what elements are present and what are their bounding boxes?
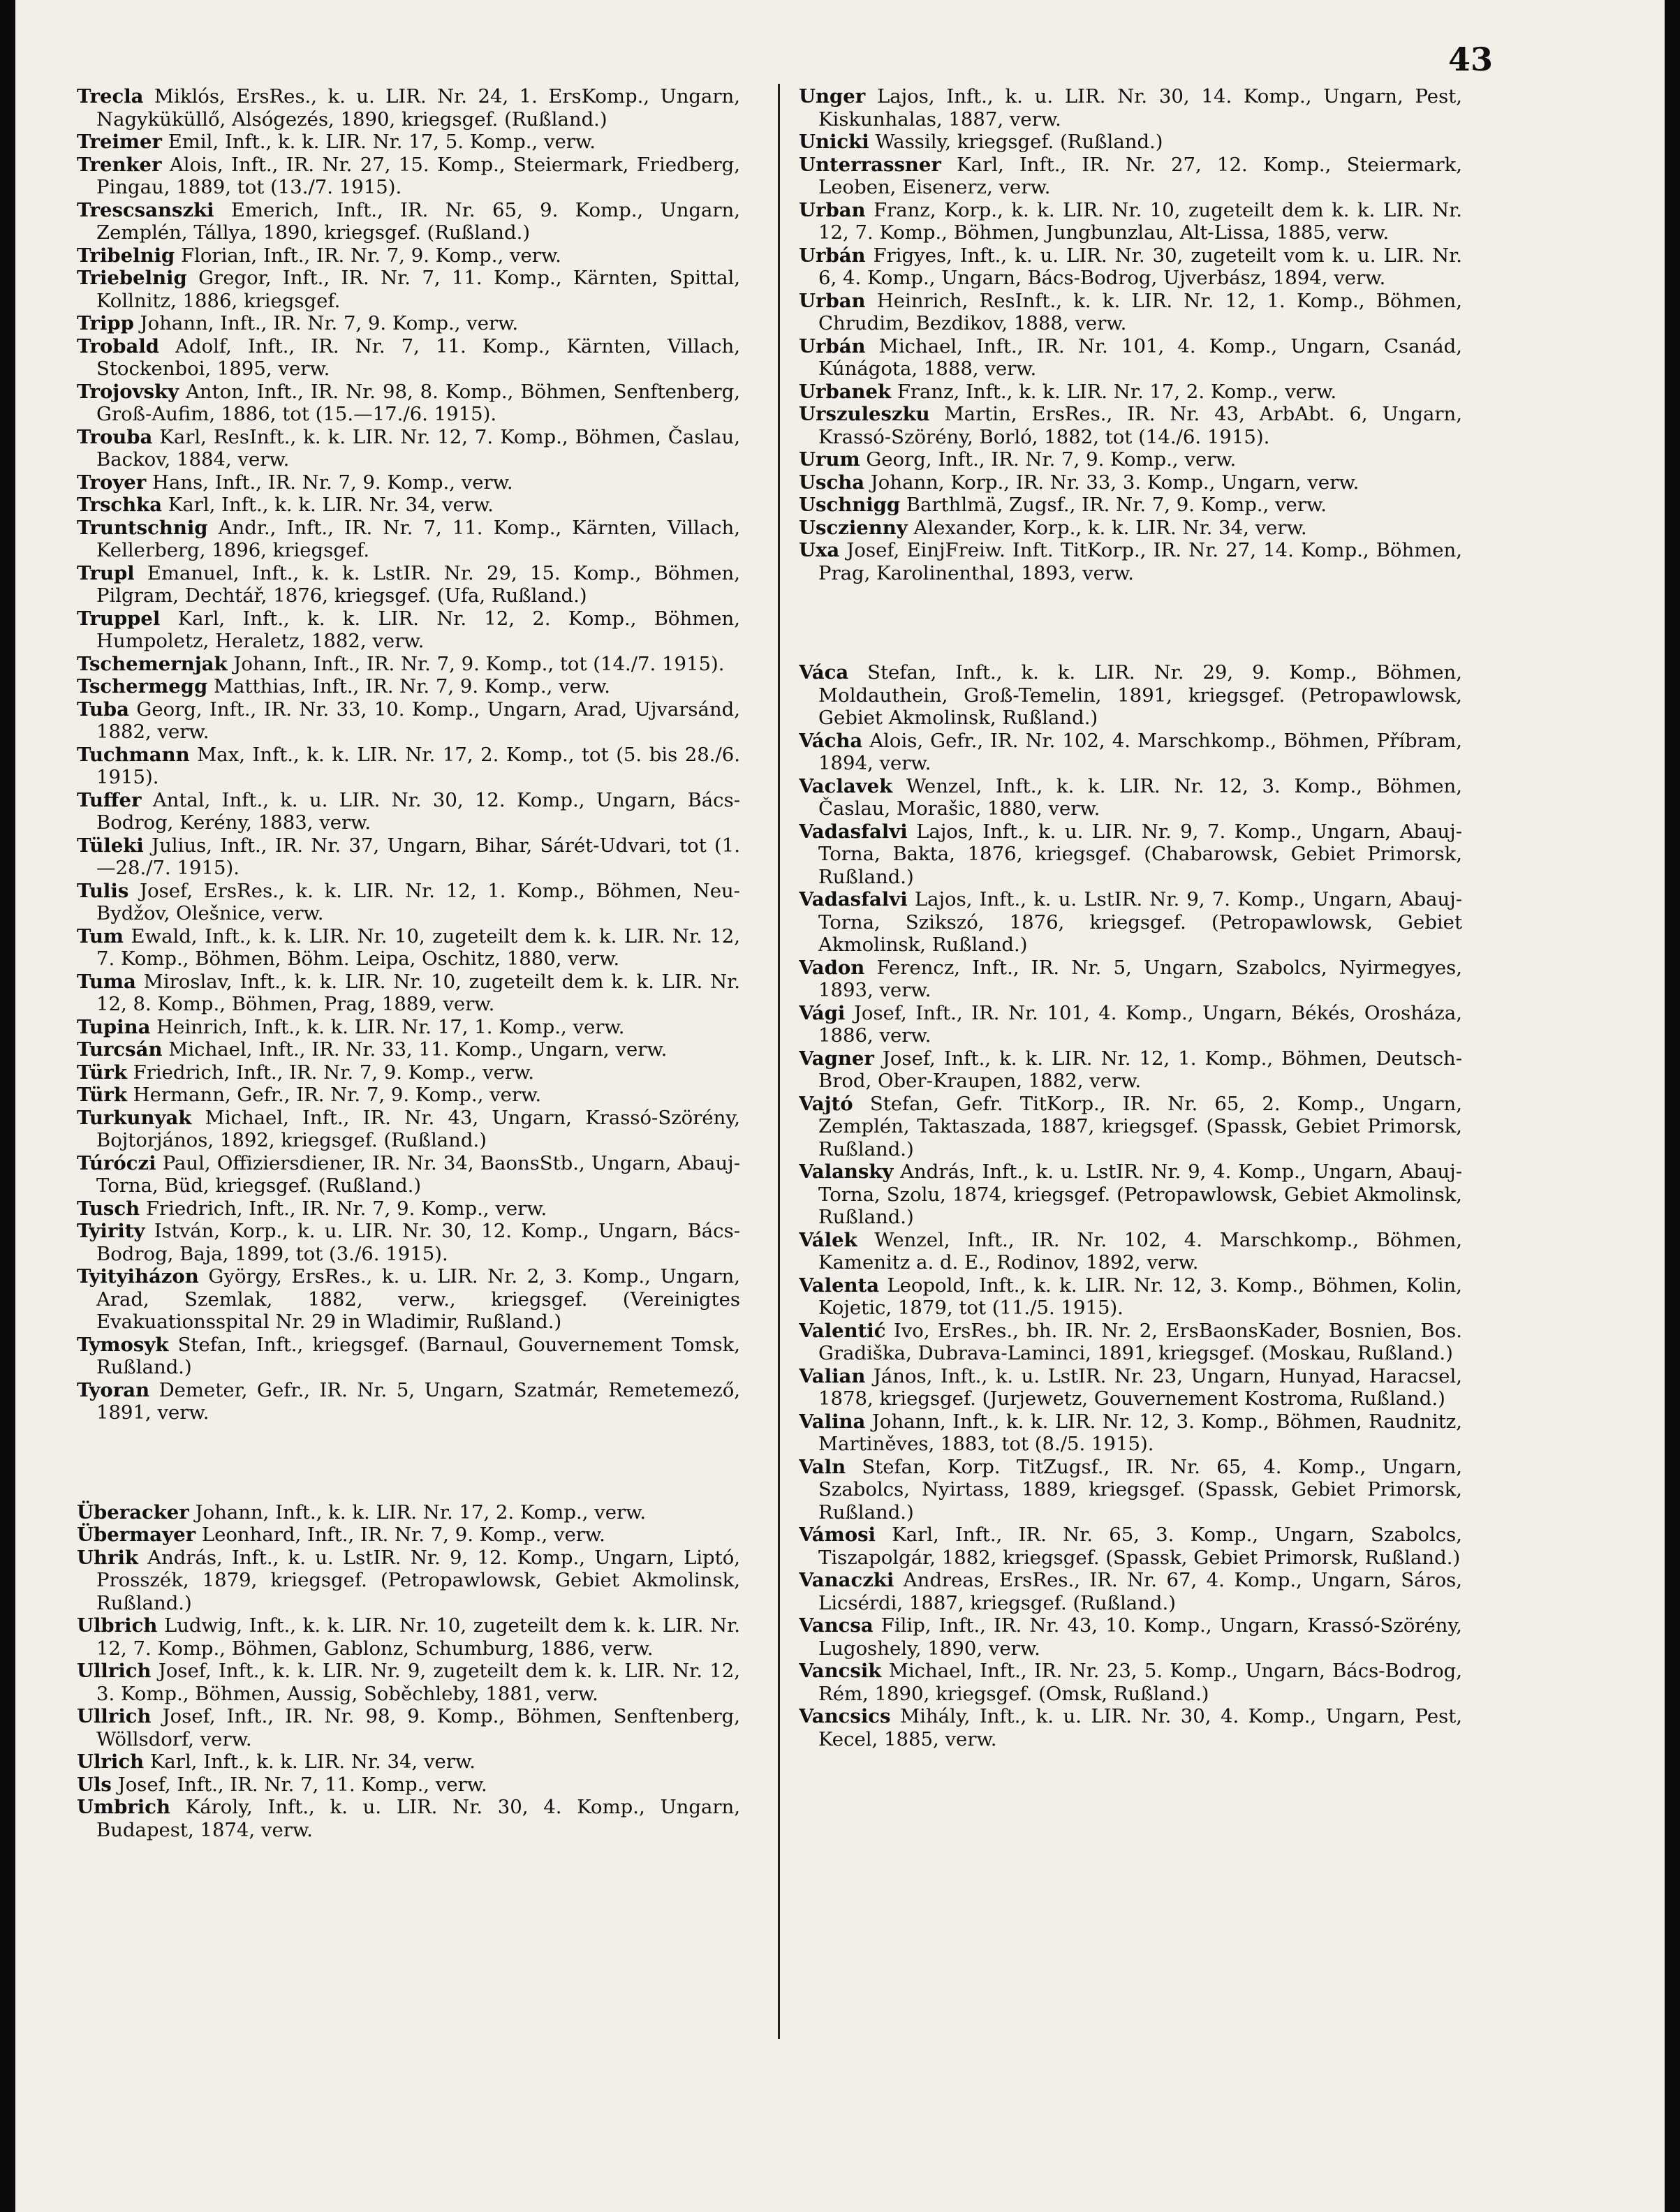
section-u-continued (799, 85, 1462, 584)
list-entry (799, 244, 1462, 290)
entry-name: Tupina (77, 1015, 151, 1038)
entry-name: Urszuleszku (799, 403, 930, 425)
list-entry (77, 925, 740, 971)
list-entry (799, 154, 1462, 199)
list-entry (77, 335, 740, 381)
entry-name: Usczienny (799, 516, 908, 539)
section-v (799, 661, 1462, 1750)
list-entry (77, 880, 740, 925)
entry-text: Alois, Gefr., IR. Nr. 102, 4. Marschkomp., Böhmen, Příbram, 1894, verw. (818, 729, 1462, 774)
entry-text: Stefan, Gefr. TitKorp., IR. Nr. 65, 2. Komp., Ungarn, Zemplén, Taktaszada, 1887, kriegsgef. (Spassk, Gebiet Primorsk, Rußland.) (818, 1092, 1462, 1160)
list-entry (799, 1229, 1462, 1274)
entry-name: Trupl (77, 561, 135, 584)
list-entry (799, 730, 1462, 775)
entry-text: István, Korp., k. u. LIR. Nr. 30, 12. Komp., Ungarn, Bács-Bodrog, Baja, 1899, tot (3./6. 1915). (96, 1220, 740, 1265)
entry-name: Vadon (799, 956, 865, 979)
list-entry (799, 1660, 1462, 1705)
list-entry (77, 131, 740, 154)
entry-name: Turkunyak (77, 1106, 192, 1129)
entry-name: Triebelnig (77, 267, 187, 289)
entry-text: Hermann, Gefr., IR. Nr. 7, 9. Komp., verw. (133, 1084, 542, 1106)
list-entry (77, 1107, 740, 1152)
entry-name: Tyirity (77, 1220, 145, 1242)
entry-text: Karl, Inft., k. k. LIR. Nr. 12, 2. Komp., Böhmen, Humpoletz, Heraletz, 1882, verw. (96, 607, 740, 652)
entry-name: Unterrassner (799, 153, 941, 176)
list-entry (77, 85, 740, 131)
list-entry (77, 1334, 740, 1379)
entry-name: Vadasfalvi (799, 888, 908, 910)
entry-name: Truntschnig (77, 516, 208, 539)
entry-name: Unicki (799, 131, 869, 153)
entry-text: Frigyes, Inft., k. u. LIR. Nr. 30, zugeteilt vom k. u. LIR. Nr. 6, 4. Komp., Ungarn, Bács-Bodrog, Ujverbász, 1894, verw. (818, 244, 1462, 289)
list-entry (77, 653, 740, 676)
section-gap (799, 584, 1462, 661)
entry-name: Truppel (77, 607, 161, 630)
list-entry (799, 448, 1462, 471)
list-entry (799, 199, 1462, 244)
list-entry (77, 1796, 740, 1841)
entry-text: Friedrich, Inft., IR. Nr. 7, 9. Komp., verw. (133, 1061, 535, 1084)
entry-name: Trenker (77, 153, 162, 176)
list-entry (799, 1365, 1462, 1410)
entry-text: Gregor, Inft., IR. Nr. 7, 11. Komp., Kärnten, Spittal, Kollnitz, 1886, kriegsgef. (96, 267, 740, 312)
entry-text: Stefan, Inft., kriegsgef. (Barnaul, Gouvernement Tomsk, Rußland.) (96, 1333, 740, 1378)
list-entry (799, 539, 1462, 584)
entry-text: Miroslav, Inft., k. k. LIR. Nr. 10, zugeteilt dem k. k. LIR. Nr. 12, 8. Komp., Böhmen, Prag, 1889, verw. (96, 970, 740, 1015)
list-entry (77, 494, 740, 517)
entry-name: Uhrik (77, 1546, 138, 1569)
entry-name: Tripp (77, 312, 134, 334)
entry-name: Valenta (799, 1274, 880, 1297)
entry-text: Josef, Inft., IR. Nr. 98, 9. Komp., Böhmen, Senftenberg, Wöllsdorf, verw. (96, 1705, 740, 1750)
list-entry (799, 820, 1462, 889)
entry-name: Valn (799, 1455, 846, 1478)
entry-name: Unger (799, 85, 866, 108)
column-divider (778, 84, 780, 2039)
entry-text: Michael, Inft., IR. Nr. 101, 4. Komp., Ungarn, Csanád, Kúnágota, 1888, verw. (818, 334, 1462, 380)
entry-text: Adolf, Inft., IR. Nr. 7, 11. Komp., Kärnten, Villach, Stockenboi, 1895, verw. (96, 334, 740, 380)
entry-name: Uls (77, 1773, 112, 1796)
list-entry (799, 131, 1462, 154)
list-entry (77, 426, 740, 471)
list-entry (799, 290, 1462, 335)
entry-text: Lajos, Inft., k. u. LstIR. Nr. 9, 7. Komp., Ungarn, Abauj-Torna, Szikszó, 1876, kriegsgef. (Petropawlowsk, Gebiet Akmolinsk, Rußland.) (818, 888, 1462, 956)
page (15, 0, 1665, 2212)
entry-name: Tschemernjak (77, 652, 228, 675)
entry-text: Karl, Inft., IR. Nr. 65, 3. Komp., Ungarn, Szabolcs, Tiszapolgár, 1882, kriegsgef. (Spassk, Gebiet Primorsk, Rußland.) (818, 1524, 1462, 1569)
list-entry (799, 1569, 1462, 1614)
list-entry (799, 1410, 1462, 1456)
entry-text: Anton, Inft., IR. Nr. 98, 8. Komp., Böhmen, Senftenberg, Groß-Aufim, 1886, tot (15.—17./6. 1915). (96, 380, 740, 425)
entry-text: Barthlmä, Zugsf., IR. Nr. 7, 9. Komp., verw. (906, 494, 1327, 516)
entry-name: Vaclavek (799, 774, 893, 797)
entry-text: Mihály, Inft., k. u. LIR. Nr. 30, 4. Komp., Ungarn, Pest, Kecel, 1885, verw. (818, 1705, 1462, 1750)
list-entry (799, 1320, 1462, 1365)
entry-text: Paul, Offiziersdiener, IR. Nr. 34, BaonsStb., Ungarn, Abauj-Torna, Büd, kriegsgef. (Rußland.) (96, 1151, 740, 1197)
entry-name: Türk (77, 1084, 127, 1106)
entry-name: Überacker (77, 1501, 189, 1524)
list-entry (77, 1265, 740, 1334)
entry-text: Andreas, ErsRes., IR. Nr. 67, 4. Komp., Ungarn, Sáros, Licsérdi, 1887, kriegsgef. (Rußland.) (818, 1569, 1462, 1614)
list-entry (77, 154, 740, 199)
list-entry (799, 1456, 1462, 1524)
entry-name: Vajtó (799, 1092, 853, 1115)
entry-text: Josef, ErsRes., k. k. LIR. Nr. 12, 1. Komp., Böhmen, Neu-Bydžov, Olešnice, verw. (96, 879, 740, 924)
entry-text: János, Inft., k. u. LstIR. Nr. 23, Ungarn, Hunyad, Haracsel, 1878, kriegsgef. (Jurjewetz, Gouvernement Kostroma, Rußland.) (818, 1364, 1462, 1410)
entry-name: Vancsics (799, 1705, 891, 1727)
list-entry (77, 607, 740, 653)
list-entry (77, 312, 740, 335)
list-entry (77, 1614, 740, 1660)
entry-text: Johann, Korp., IR. Nr. 33, 3. Komp., Ungarn, verw. (870, 471, 1360, 494)
entry-name: Urbán (799, 334, 866, 357)
list-entry (799, 517, 1462, 540)
entry-name: Urum (799, 448, 860, 471)
entry-name: Túróczi (77, 1151, 156, 1174)
entry-name: Trojovsky (77, 380, 179, 403)
entry-text: Karl, Inft., k. k. LIR. Nr. 34, verw. (149, 1750, 476, 1773)
list-entry (77, 1750, 740, 1774)
entry-text: Károly, Inft., k. u. LIR. Nr. 30, 4. Komp., Ungarn, Budapest, 1874, verw. (96, 1796, 740, 1841)
list-entry (799, 661, 1462, 730)
list-entry (799, 1705, 1462, 1750)
section-u (77, 1501, 740, 1842)
entry-text: Max, Inft., k. k. LIR. Nr. 17, 2. Komp., tot (5. bis 28./6. 1915). (96, 743, 740, 788)
entry-name: Tyoran (77, 1378, 150, 1401)
entry-name: Trobald (77, 334, 160, 357)
entry-name: Vancsik (799, 1660, 882, 1682)
list-entry (799, 1047, 1462, 1093)
entry-text: András, Inft., k. u. LstIR. Nr. 9, 12. Komp., Ungarn, Liptó, Prosszék, 1879, kriegsgef. (Petropawlowsk, Gebiet Akmolinsk, Rußland.) (96, 1546, 740, 1614)
list-entry (77, 698, 740, 744)
entry-name: Tuma (77, 970, 136, 993)
list-entry (77, 675, 740, 698)
entry-text: Demeter, Gefr., IR. Nr. 5, Ungarn, Szatmár, Remetemező, 1891, verw. (96, 1378, 740, 1424)
entry-name: Vági (799, 1001, 846, 1024)
entry-name: Trescsanszki (77, 198, 214, 221)
entry-name: Urban (799, 289, 866, 312)
page-number: 43 (1448, 40, 1494, 78)
entry-name: Valina (799, 1410, 866, 1433)
entry-text: Miklós, ErsRes., k. u. LIR. Nr. 24, 1. ErsKomp., Ungarn, Nagyküküllő, Alsógezés, 1890, kriegsgef. (Rußland.) (96, 85, 740, 131)
entry-name: Treimer (77, 131, 162, 153)
entry-text: Leopold, Inft., k. k. LIR. Nr. 12, 3. Komp., Böhmen, Kolin, Kojetic, 1879, tot (11./5. 1915). (818, 1274, 1462, 1319)
section-gap (77, 1424, 740, 1501)
entry-text: Leonhard, Inft., IR. Nr. 7, 9. Komp., verw. (201, 1524, 605, 1546)
list-entry (77, 1061, 740, 1084)
list-entry (799, 1614, 1462, 1660)
entry-text: Lajos, Inft., k. u. LIR. Nr. 30, 14. Komp., Ungarn, Pest, Kiskunhalas, 1887, verw. (818, 85, 1462, 131)
list-entry (799, 1093, 1462, 1161)
entry-text: Stefan, Inft., k. k. LIR. Nr. 29, 9. Komp., Böhmen, Moldauthein, Groß-Temelin, 1891, kriegsgef. (Petropawlowsk, Gebiet Akmolinsk, Rußland.) (818, 661, 1462, 729)
left-column (77, 85, 740, 2166)
list-entry (77, 1152, 740, 1197)
entry-text: Ferencz, Inft., IR. Nr. 5, Ungarn, Szabolcs, Nyirmegyes, 1893, verw. (818, 956, 1462, 1001)
entry-text: Karl, Inft., IR. Nr. 27, 12. Komp., Steiermark, Leoben, Eisenerz, verw. (818, 153, 1462, 198)
entry-text: Johann, Inft., IR. Nr. 7, 9. Komp., verw. (140, 312, 519, 334)
entry-text: Josef, Inft., k. k. LIR. Nr. 12, 1. Komp., Böhmen, Deutsch-Brod, Ober-Kraupen, 1882, verw. (818, 1047, 1462, 1092)
entry-name: Tulis (77, 879, 129, 902)
entry-name: Urbanek (799, 380, 892, 403)
list-entry (77, 562, 740, 607)
entry-text: Stefan, Korp. TitZugsf., IR. Nr. 65, 4. Komp., Ungarn, Szabolcs, Nyirtass, 1889, kriegsgef. (Spassk, Gebiet Primorsk, Rußland.) (818, 1455, 1462, 1524)
list-entry (77, 1084, 740, 1107)
entry-name: Tusch (77, 1197, 140, 1220)
entry-text: Georg, Inft., IR. Nr. 7, 9. Komp., verw. (866, 448, 1237, 471)
entry-name: Türk (77, 1061, 127, 1084)
entry-name: Trouba (77, 425, 153, 448)
list-entry (799, 471, 1462, 494)
entry-name: Vancsa (799, 1614, 874, 1637)
entry-name: Tuchmann (77, 743, 190, 766)
entry-text: Wassily, kriegsgef. (Rußland.) (875, 131, 1163, 153)
entry-name: Trschka (77, 494, 163, 516)
entry-name: Tuba (77, 698, 129, 721)
entry-text: Emil, Inft., k. k. LIR. Nr. 17, 5. Komp., verw. (168, 131, 596, 153)
entry-name: Valian (799, 1364, 866, 1387)
list-entry (799, 888, 1462, 957)
list-entry (77, 834, 740, 880)
entry-name: Uxa (799, 539, 840, 561)
entry-text: Wenzel, Inft., IR. Nr. 102, 4. Marschkomp., Böhmen, Kamenitz a. d. E., Rodinov, 1892, verw. (818, 1228, 1462, 1274)
list-entry (799, 957, 1462, 1002)
entry-name: Vácha (799, 729, 863, 752)
entry-text: Josef, Inft., IR. Nr. 7, 11. Komp., verw. (117, 1773, 487, 1796)
entry-name: Vanaczki (799, 1569, 894, 1591)
list-entry (799, 775, 1462, 820)
right-column (799, 85, 1462, 2166)
entry-name: Ulbrich (77, 1614, 158, 1637)
entry-name: Vadasfalvi (799, 820, 908, 843)
list-entry (77, 1016, 740, 1039)
entry-text: Andr., Inft., IR. Nr. 7, 11. Komp., Kärnten, Villach, Kellerberg, 1896, kriegsgef. (96, 516, 740, 561)
entry-text: Hans, Inft., IR. Nr. 7, 9. Komp., verw. (152, 471, 513, 494)
entry-text: Josef, EinjFreiw. Inft. TitKorp., IR. Nr. 27, 14. Komp., Böhmen, Prag, Karolinenthal, 1893, verw. (818, 539, 1462, 584)
entry-name: Übermayer (77, 1524, 196, 1546)
list-entry (77, 517, 740, 562)
entry-name: Umbrich (77, 1796, 170, 1818)
list-entry (77, 1038, 740, 1061)
entry-name: Vagner (799, 1047, 874, 1070)
list-entry (799, 403, 1462, 448)
list-entry (77, 1220, 740, 1265)
list-entry (77, 381, 740, 426)
list-entry (77, 1197, 740, 1221)
entry-text: Josef, Inft., IR. Nr. 101, 4. Komp., Ungarn, Békés, Orosháza, 1886, verw. (818, 1001, 1462, 1047)
list-entry (77, 1547, 740, 1615)
list-entry (799, 1274, 1462, 1320)
list-entry (799, 381, 1462, 404)
entry-text: Franz, Korp., k. k. LIR. Nr. 10, zugeteilt dem k. k. LIR. Nr. 12, 7. Komp., Böhmen, Jungbunzlau, Alt-Lissa, 1885, verw. (818, 198, 1462, 244)
list-entry (77, 471, 740, 494)
list-entry (77, 789, 740, 834)
list-entry (77, 1501, 740, 1524)
entry-text: Lajos, Inft., k. u. LIR. Nr. 9, 7. Komp., Ungarn, Abauj-Torna, Bakta, 1876, kriegsgef. (Chabarowsk, Gebiet Primorsk, Rußland.) (818, 820, 1462, 888)
entry-name: Uscha (799, 471, 865, 494)
list-entry (799, 85, 1462, 131)
entry-name: Urban (799, 198, 866, 221)
entry-name: Tribelnig (77, 244, 175, 267)
entry-name: Tschermegg (77, 675, 208, 698)
list-entry (77, 744, 740, 789)
entry-text: György, ErsRes., k. u. LIR. Nr. 2, 3. Komp., Ungarn, Arad, Szemlak, 1882, verw., kriegsgef. (Vereinigtes Evakuationsspital Nr. 29 in Wladimir, Rußland.) (96, 1265, 740, 1333)
entry-name: Ullrich (77, 1705, 152, 1727)
entry-name: Váca (799, 661, 849, 684)
list-entry (77, 199, 740, 244)
list-entry (77, 1774, 740, 1797)
entry-name: Tüleki (77, 834, 144, 857)
entry-text: Emanuel, Inft., k. k. LstIR. Nr. 29, 15. Komp., Böhmen, Pilgram, Dechtář, 1876, kriegsgef. (Ufa, Rußland.) (96, 561, 740, 607)
entry-text: Julius, Inft., IR. Nr. 37, Ungarn, Bihar, Sárét-Udvari, tot (1.—28./7. 1915). (96, 834, 740, 879)
entry-text: Michael, Inft., IR. Nr. 23, 5. Komp., Ungarn, Bács-Bodrog, Rém, 1890, kriegsgef. (Omsk, Rußland.) (818, 1660, 1462, 1705)
list-entry (77, 1705, 740, 1750)
list-entry (77, 971, 740, 1016)
list-entry (77, 267, 740, 312)
entry-text: Josef, Inft., k. k. LIR. Nr. 9, zugeteilt dem k. k. LIR. Nr. 12, 3. Komp., Böhmen, Aussig, Soběchleby, 1881, verw. (96, 1660, 740, 1705)
list-entry (77, 1379, 740, 1424)
entry-text: Georg, Inft., IR. Nr. 33, 10. Komp., Ungarn, Arad, Ujvarsánd, 1882, verw. (96, 698, 740, 743)
list-entry (799, 1002, 1462, 1047)
entry-text: Franz, Inft., k. k. LIR. Nr. 17, 2. Komp., verw. (897, 380, 1337, 403)
entry-text: Johann, Inft., k. k. LIR. Nr. 12, 3. Komp., Böhmen, Raudnitz, Martiněves, 1883, tot (8./5. 1915). (818, 1410, 1462, 1455)
entry-text: Ivo, ErsRes., bh. IR. Nr. 2, ErsBaonsKader, Bosnien, Bos. Gradiška, Dubrava-Laminci, 1891, kriegsgef. (Moskau, Rußland.) (818, 1319, 1462, 1364)
entry-text: Alois, Inft., IR. Nr. 27, 15. Komp., Steiermark, Friedberg, Pingau, 1889, tot (13./7. 1915). (96, 153, 740, 198)
list-entry (799, 335, 1462, 381)
entry-text: Karl, ResInft., k. k. LIR. Nr. 12, 7. Komp., Böhmen, Časlau, Backov, 1884, verw. (96, 425, 740, 471)
entry-name: Valansky (799, 1160, 894, 1183)
entry-text: Heinrich, Inft., k. k. LIR. Nr. 17, 1. Komp., verw. (156, 1015, 625, 1038)
entry-name: Urbán (799, 244, 866, 267)
entry-text: Johann, Inft., IR. Nr. 7, 9. Komp., tot (14./7. 1915). (233, 652, 725, 675)
entry-text: Florian, Inft., IR. Nr. 7, 9. Komp., verw. (181, 244, 561, 267)
entry-name: Valentić (799, 1319, 886, 1342)
entry-text: Matthias, Inft., IR. Nr. 7, 9. Komp., verw. (213, 675, 611, 698)
entry-text: Heinrich, ResInft., k. k. LIR. Nr. 12, 1. Komp., Böhmen, Chrudim, Bezdikov, 1888, verw. (818, 289, 1462, 334)
list-entry (799, 1524, 1462, 1569)
entry-name: Tum (77, 924, 124, 948)
entry-name: Vámosi (799, 1524, 876, 1546)
entry-name: Ulrich (77, 1750, 145, 1773)
list-entry (799, 1160, 1462, 1229)
entry-name: Uschnigg (799, 494, 901, 516)
entry-text: Ewald, Inft., k. k. LIR. Nr. 10, zugeteilt dem k. k. LIR. Nr. 12, 7. Komp., Böhmen, Böhm. Leipa, Oschitz, 1880, verw. (96, 924, 740, 970)
list-entry (77, 1660, 740, 1705)
entry-text: Alexander, Korp., k. k. LIR. Nr. 34, verw. (913, 516, 1307, 539)
entry-name: Tuffer (77, 788, 142, 811)
entry-text: Friedrich, Inft., IR. Nr. 7, 9. Komp., verw. (145, 1197, 547, 1220)
entry-text: Filip, Inft., IR. Nr. 43, 10. Komp., Ungarn, Krassó-Szörény, Lugoshely, 1890, verw. (818, 1614, 1462, 1660)
entry-name: Tymosyk (77, 1333, 169, 1356)
entry-text: Johann, Inft., k. k. LIR. Nr. 17, 2. Komp., verw. (195, 1501, 647, 1524)
entry-text: András, Inft., k. u. LstIR. Nr. 9, 4. Komp., Ungarn, Abauj-Torna, Szolu, 1874, kriegsgef. (Petropawlowsk, Gebiet Akmolinsk, Rußland.) (818, 1160, 1462, 1228)
entry-text: Martin, ErsRes., IR. Nr. 43, ArbAbt. 6, Ungarn, Krassó-Szörény, Borló, 1882, tot (14./6. 1915). (818, 403, 1462, 448)
list-entry (77, 1524, 740, 1547)
list-entry (799, 494, 1462, 517)
entry-text: Antal, Inft., k. u. LIR. Nr. 30, 12. Komp., Ungarn, Bács-Bodrog, Kerény, 1883, verw. (96, 788, 740, 834)
entry-name: Ullrich (77, 1660, 152, 1682)
entry-name: Troyer (77, 471, 147, 494)
entry-name: Turcsán (77, 1038, 163, 1061)
entry-text: Emerich, Inft., IR. Nr. 65, 9. Komp., Ungarn, Zemplén, Tállya, 1890, kriegsgef. (Rußland.) (96, 198, 740, 244)
entry-name: Válek (799, 1228, 857, 1251)
entry-text: Karl, Inft., k. k. LIR. Nr. 34, verw. (168, 494, 494, 516)
entry-text: Michael, Inft., IR. Nr. 33, 11. Komp., Ungarn, verw. (168, 1038, 668, 1061)
entry-text: Michael, Inft., IR. Nr. 43, Ungarn, Krassó-Szörény, Bojtorjános, 1892, kriegsgef. (Rußland.) (96, 1106, 740, 1151)
entry-name: Tyityiházon (77, 1265, 199, 1288)
entry-text: Wenzel, Inft., k. k. LIR. Nr. 12, 3. Komp., Böhmen, Časlau, Morašic, 1880, verw. (818, 774, 1462, 820)
list-entry (77, 244, 740, 267)
entry-text: Ludwig, Inft., k. k. LIR. Nr. 10, zugeteilt dem k. k. LIR. Nr. 12, 7. Komp., Böhmen, Gablonz, Schumburg, 1886, verw. (96, 1614, 740, 1660)
section-t (77, 85, 740, 1424)
entry-name: Trecla (77, 85, 144, 108)
